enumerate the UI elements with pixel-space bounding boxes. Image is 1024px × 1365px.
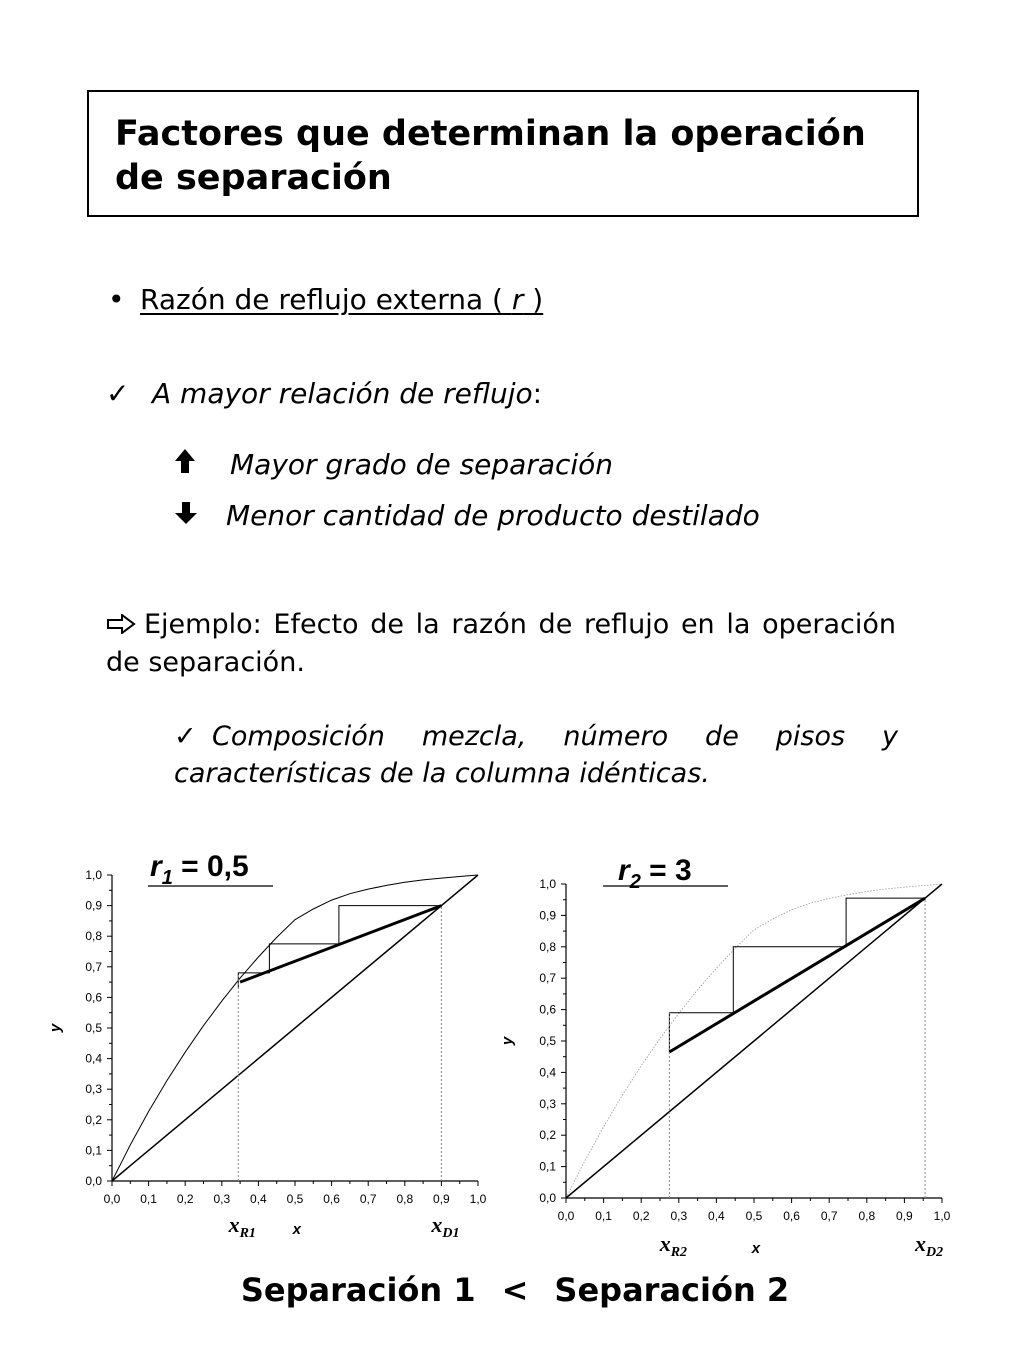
bullet-dot-icon: • (108, 283, 125, 316)
x-tick-label: 0,6 (323, 1192, 340, 1206)
x-tick-label: 0,2 (176, 1192, 194, 1206)
y-axis-label: y (499, 1036, 516, 1046)
y-tick-label: 0,2 (539, 1128, 556, 1143)
x-tick-label: 0,8 (396, 1192, 414, 1206)
y-tick-label: 0,4 (85, 1051, 102, 1066)
x-tick-label: 1,0 (469, 1192, 487, 1206)
x-tick-label: 0,1 (140, 1192, 157, 1206)
x-axis-label: x (292, 1221, 302, 1238)
x-tick-label: 0,3 (213, 1192, 231, 1206)
y-tick-label: 1,0 (539, 877, 556, 891)
x-axis-label: x (751, 1240, 761, 1257)
x-annotation-label: $x_{D2}$ (915, 1231, 944, 1260)
y-tick-label: 0,9 (85, 898, 102, 913)
x-tick-label: 0,4 (708, 1209, 725, 1223)
y-tick-label: 0,7 (539, 971, 556, 986)
reflux-heading-var: r (511, 283, 524, 316)
x-tick-label: 0,0 (103, 1192, 121, 1206)
y-tick-label: 0,8 (85, 929, 102, 944)
chart-title: $r_2 = 3$ (618, 854, 692, 893)
chart-1 (47, 850, 487, 1241)
y-tick-label: 0,9 (539, 908, 556, 923)
x-tick-label: 0,9 (896, 1209, 913, 1223)
x-tick-label: 0,5 (286, 1192, 304, 1206)
y-tick-label: 0,5 (85, 1021, 102, 1035)
y-tick-label: 0,6 (85, 990, 102, 1005)
x-tick-label: 0,9 (433, 1192, 450, 1206)
diagonal-line (566, 884, 942, 1198)
conclusion (0, 1268, 1024, 1312)
y-tick-label: 0,3 (85, 1082, 102, 1097)
y-tick-label: 0,6 (539, 1002, 556, 1017)
x-tick-label: 0,6 (783, 1209, 800, 1223)
x-tick-label: 0,7 (359, 1192, 377, 1206)
check-item-colon: : (532, 377, 543, 410)
x-tick-label: 0,1 (595, 1209, 612, 1223)
conditions-text: Composición mezcla, número de pisos y características de la columna idénticas. (174, 721, 898, 789)
effect-item-1-text: Mayor grado de separación (230, 448, 614, 481)
x-tick-label: 1,0 (933, 1209, 951, 1223)
effect-item-2-text: Menor cantidad de producto destilado (226, 499, 760, 532)
checkmark-icon: ✓ (106, 377, 130, 410)
example-text: Ejemplo: Efecto de la razón de reflujo en la operación de separación. (106, 609, 896, 678)
y-tick-label: 1,0 (85, 868, 102, 882)
y-tick-label: 0,4 (539, 1065, 556, 1080)
x-tick-label: 0,3 (670, 1209, 688, 1223)
check-item-text: A mayor relación de reflujo (152, 377, 533, 410)
conclusion-left: Separación 1 (240, 1271, 476, 1309)
reflux-heading-close: ) (523, 283, 544, 316)
x-tick-label: 0,7 (820, 1209, 838, 1223)
y-tick-label: 0,1 (85, 1143, 102, 1158)
x-tick-label: 0,0 (557, 1209, 575, 1223)
conclusion-op: < (501, 1271, 529, 1309)
checkmark-icon: ✓ (174, 721, 197, 752)
y-tick-label: 0,1 (539, 1159, 556, 1174)
diagonal-line (112, 875, 478, 1181)
x-tick-label: 0,5 (745, 1209, 763, 1223)
x-annotation-label: $x_{R2}$ (659, 1231, 688, 1260)
x-tick-label: 0,8 (858, 1209, 876, 1223)
y-tick-label: 0,0 (85, 1174, 102, 1188)
x-annotation-label: $x_{R1}$ (228, 1212, 256, 1241)
x-tick-label: 0,2 (632, 1209, 650, 1223)
x-tick-label: 0,4 (250, 1192, 267, 1206)
reflux-heading-text: Razón de reflujo externa ( (140, 283, 512, 316)
conclusion-right: Separación 2 (554, 1271, 790, 1309)
y-tick-label: 0,3 (539, 1096, 556, 1111)
y-tick-label: 0,7 (85, 959, 102, 974)
page-title: Factores que determinan la operación de separación (115, 114, 866, 198)
y-tick-label: 0,5 (539, 1034, 556, 1048)
operating-line-line (669, 898, 925, 1052)
y-axis-label: y (47, 1023, 64, 1033)
y-tick-label: 0,8 (539, 939, 556, 954)
chart-2 (499, 854, 951, 1260)
y-tick-label: 0,2 (85, 1112, 102, 1127)
x-annotation-label: $x_{D1}$ (431, 1212, 460, 1241)
chart-title: $r_1 = 0,5$ (150, 850, 249, 889)
y-tick-label: 0,0 (539, 1191, 556, 1205)
